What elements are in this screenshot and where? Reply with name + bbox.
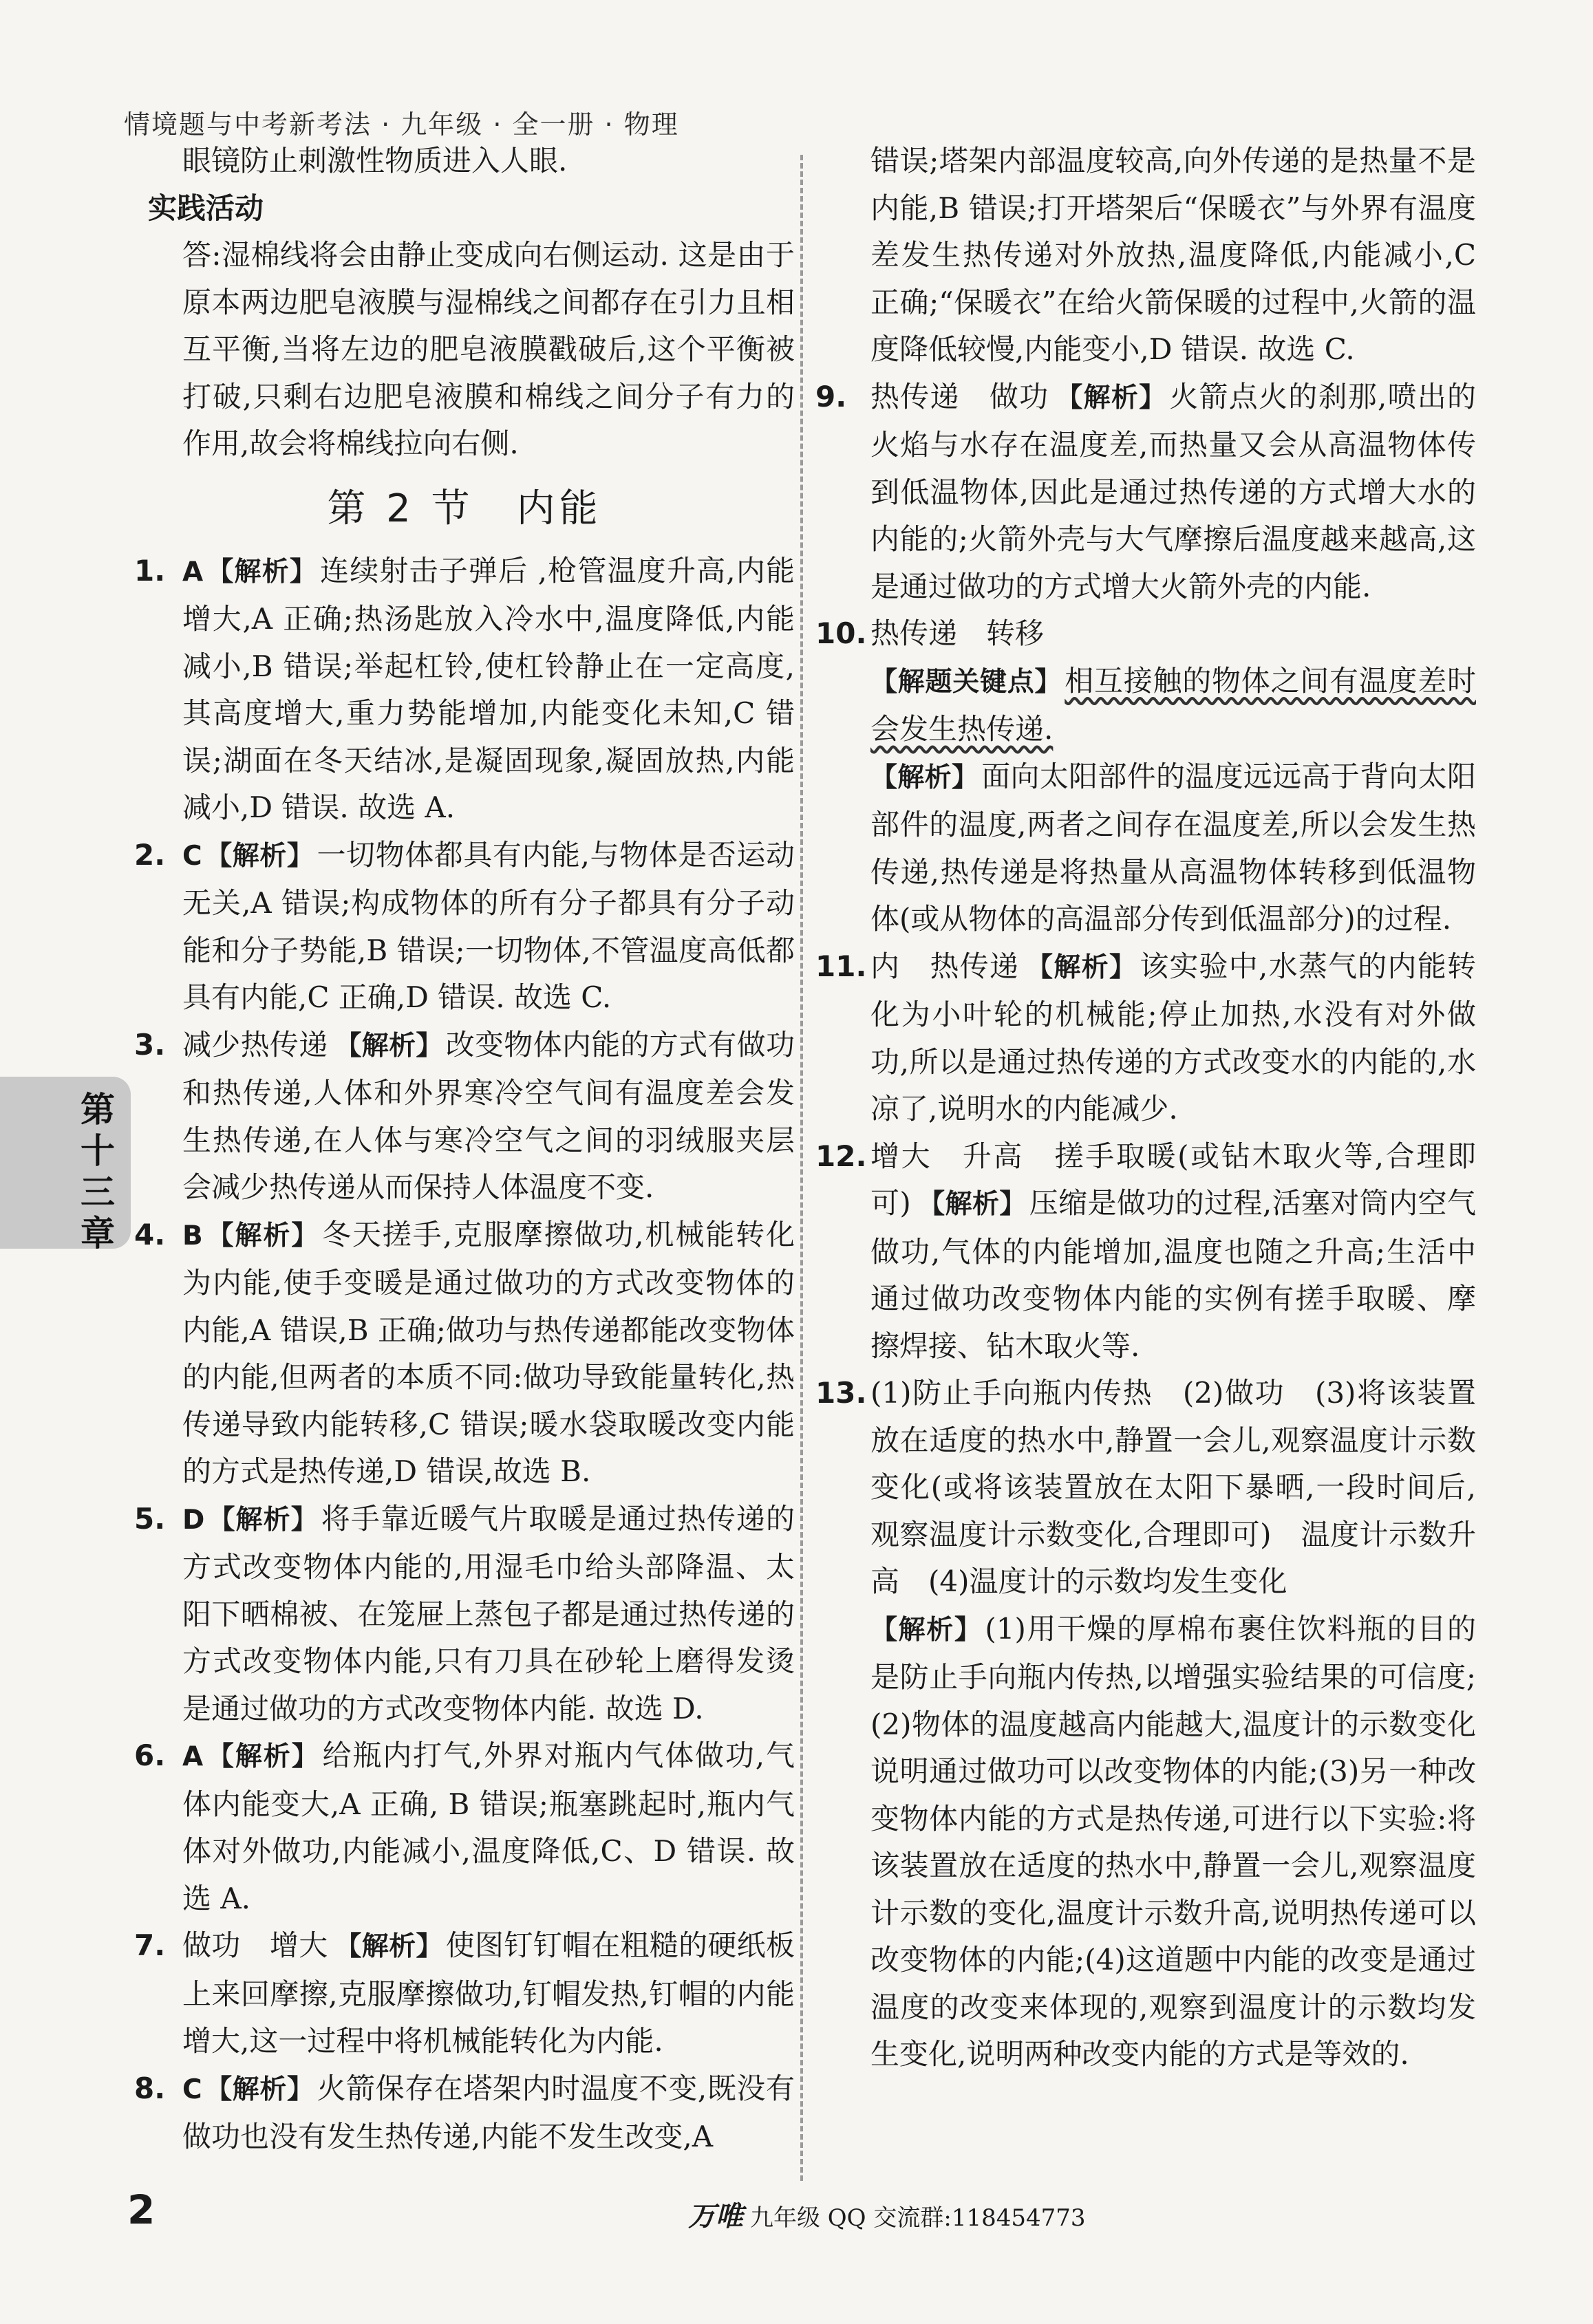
- practice-heading: 实践活动: [148, 191, 264, 225]
- question-item: [134, 548, 795, 832]
- answer: 做功 增大: [182, 1928, 328, 1962]
- answer: 减少热传递: [182, 1027, 328, 1062]
- analysis-text: 压缩是做功的过程,活塞对筒内空气做功,气体的内能增加,温度也随之升高;生活中通过做功改变物体内能的实例有搓手取暖、摩擦焊接、钻木取火等.: [870, 1186, 1476, 1363]
- analysis-tag: 【解析】: [334, 1030, 443, 1062]
- answer: (1)防止手向瓶内传热 (2)做功 (3)将该装置放在适度的热水中,静置一会儿,观察温度计示数变化(或将该装置放在太阳下暴晒,一段时间后,观察温度计示数变化,合理即可) 温度计示数升高 (4)温度计的示数均发生变化: [870, 1376, 1476, 1598]
- question-item: [134, 1212, 795, 1496]
- question-number: 2.: [134, 837, 166, 872]
- analysis-tag: 【解析】: [206, 1741, 320, 1772]
- question-number: 11.: [815, 949, 867, 983]
- answer: A: [182, 556, 204, 588]
- question-number: 6.: [134, 1739, 166, 1772]
- question-item: [815, 610, 1476, 943]
- answer: 增大 升高 搓手取暖(或钻木取火等,合理即可): [870, 1139, 1476, 1220]
- continuation: 错误;塔架内部温度较高,向外传递的是热量不是内能,B 错误;打开塔架后“保暖衣”与外界有温度差发生热传递对外放热,温度降低,内能减小,C 正确;“保暖衣”在给火箭保暖的过程中,火箭的温度降低较慢,内能变小,D 错误. 故选 C.: [870, 144, 1476, 366]
- question-number: 8.: [134, 2071, 166, 2105]
- answer: B: [182, 1220, 203, 1251]
- left-column: [134, 138, 795, 2161]
- analysis-text: 冬天搓手,克服摩擦做功,机械能转化为内能,使手变暖是通过做功的方式改变物体的内能,A 错误,B 正确;做功与热传递都能改变物体的内能,但两者的本质不同:做功导致能量转化,热传递导致内能转移,C 错误;暖水袋取暖改变内能的方式是热传递,D 错误,故选 B.: [182, 1217, 795, 1488]
- analysis-text: 使图钉钉帽在粗糙的硬纸板上来回摩擦,克服摩擦做功,钉帽发热,钉帽的内能增大,这一过程中将机械能转化为内能.: [182, 1928, 795, 2058]
- analysis-text: 火箭保存在塔架内时温度不变,既没有做功也没有发生热传递,内能不发生改变,A: [182, 2071, 795, 2153]
- question-number: 3.: [134, 1027, 166, 1062]
- analysis-tag: 【解析】: [870, 762, 979, 793]
- analysis-tag: 【解析】: [207, 1504, 319, 1536]
- answer: 内 热传递: [870, 949, 1020, 983]
- answer: C: [182, 2074, 202, 2105]
- analysis-tag: 【解析】: [1026, 951, 1137, 983]
- column-divider: [800, 155, 803, 2181]
- analysis-text: 一切物体都具有内能,与物体是否运动无关,A 错误;构成物体的所有分子都具有分子动能和分子势能,B 错误;一切物体,不管温度高低都具有内能,C 正确,D 错误. 故选 C.: [182, 837, 795, 1014]
- continuation-text: [815, 138, 1476, 374]
- practice-answer: 答:湿棉线将会由静止变成向右侧运动. 这是由于原本两边肥皂液膜与湿棉线之间都存在引力且相互平衡,当将左边的肥皂液膜戳破后,这个平衡被打破,只剩右边肥皂液膜和棉线之间分子有力的作用,故会将棉线拉向右侧.: [182, 238, 795, 460]
- section-title: 第 2 节 内能: [327, 486, 602, 531]
- analysis-text: 该实验中,水蒸气的内能转化为小叶轮的机械能;停止加热,水没有对外做功,所以是通过热传递的方式改变水的内能的,水凉了,说明水的内能减少.: [870, 949, 1476, 1126]
- analysis-tag: 【解析】: [870, 1614, 983, 1646]
- answer: 热传递 做功: [870, 379, 1049, 413]
- intro-line: 眼镜防止刺激性物质进入人眼.: [182, 144, 568, 177]
- analysis-text: (1)用干燥的厚棉布裹住饮料瓶的目的是防止手向瓶内传热,以增强实验结果的可信度;(2)物体的温度越高内能越大,温度计的示数变化说明通过做功可以改变物体的内能;(3)另一种改变物体内能的方式是热传递,可进行以下实验:将该装置放在适度的热水中,静置一会儿,观察温度计示数的变化,温度计示数升高,说明热传递可以改变物体的内能;(4)这道题中内能的改变是通过温度的改变来体现的,观察到温度计的示数均发生变化,说明两种改变内能的方式是等效的.: [870, 1611, 1476, 2071]
- analysis-text: 火箭点火的刹那,喷出的火焰与水存在温度差,而热量又会从高温物体传到低温物体,因此是通过热传递的方式增大水的内能的;火箭外壳与大气摩擦后温度越来越高,这是通过做功的方式增大火箭外壳的内能.: [870, 379, 1476, 603]
- question-item: [815, 1370, 1476, 2078]
- analysis-tag: 【解析】: [917, 1189, 1027, 1220]
- question-item: [815, 374, 1476, 611]
- analysis-tag: 【解析】: [204, 2074, 314, 2105]
- analysis-text: 给瓶内打气,外界对瓶内气体做功,气体内能变大,A 正确, B 错误;瓶塞跳起时,瓶内气体对外做功,内能减小,温度降低,C、D 错误. 故选 A.: [182, 1739, 795, 1915]
- answer: C: [182, 840, 202, 872]
- right-column: [815, 138, 1476, 2078]
- analysis-text: 改变物体内能的方式有做功和热传递,人体和外界寒冷空气间有温度差会发生热传递,在人体与寒冷空气之间的羽绒服夹层会减少热传递从而保持人体温度不变.: [182, 1027, 795, 1204]
- question-number: 13.: [815, 1376, 867, 1410]
- analysis-tag: 【解析】: [205, 1220, 320, 1251]
- question-number: 5.: [134, 1501, 166, 1536]
- analysis-tag: 【解析】: [334, 1931, 443, 1962]
- running-header: 情境题与中考新考法 · 九年级 · 全一册 · 物理: [124, 109, 679, 140]
- question-number: 7.: [134, 1928, 166, 1962]
- analysis-tag: 【解析】: [204, 840, 314, 872]
- question-item: [815, 1133, 1476, 1370]
- question-item: [134, 2065, 795, 2161]
- question-number: 9.: [815, 379, 847, 413]
- analysis-text: 面向太阳部件的温度远远高于背向太阳部件的温度,两者之间存在温度差,所以会发生热传递,热传递是将热量从高温物体转移到低温物体(或从物体的高温部分传到低温部分)的过程.: [870, 759, 1476, 936]
- question-item: [815, 943, 1476, 1133]
- brand-logo: 万唯: [688, 2201, 743, 2232]
- answer: D: [182, 1504, 205, 1536]
- analysis-tag: 【解析】: [1056, 382, 1167, 413]
- key-point-tag: 【解题关键点】: [870, 666, 1062, 698]
- footer-text: 九年级 QQ 交流群:118454773: [750, 2204, 1086, 2232]
- footer: [688, 2195, 1086, 2234]
- question-item: [134, 1496, 795, 1733]
- question-item: [134, 832, 795, 1022]
- key-point-text: 相互接触的物体之间有温度差时会发生热传递.: [870, 663, 1476, 746]
- answer: 热传递 转移: [870, 616, 1045, 650]
- question-number: 12.: [815, 1139, 867, 1173]
- question-number: 10.: [815, 616, 867, 650]
- page-number: 2: [127, 2186, 156, 2233]
- question-item: [134, 1922, 795, 2065]
- question-number: 4.: [134, 1217, 166, 1251]
- answer: A: [182, 1741, 204, 1772]
- question-item: [134, 1732, 795, 1922]
- chapter-label: 第十三章: [81, 1090, 115, 1254]
- analysis-tag: 【解析】: [206, 556, 318, 588]
- question-item: [134, 1022, 795, 1212]
- question-number: 1.: [134, 553, 166, 588]
- analysis-text: 连续射击子弹后 ,枪管温度升高,内能增大,A 正确;热汤匙放入冷水中,温度降低,内能减小,B 错误;举起杠铃,使杠铃静止在一定高度,其高度增大,重力势能增加,内能变化未知,C 错误;湖面在冬天结冰,是凝固现象,凝固放热,内能减小,D 错误. 故选 A.: [182, 553, 795, 824]
- analysis-text: 将手靠近暖气片取暖是通过热传递的方式改变物体内能的,用湿毛巾给头部降温、太阳下晒棉被、在笼屉上蒸包子都是通过热传递的方式改变物体内能,只有刀具在砂轮上磨得发烫是通过做功的方式改变物体内能. 故选 D.: [182, 1501, 795, 1725]
